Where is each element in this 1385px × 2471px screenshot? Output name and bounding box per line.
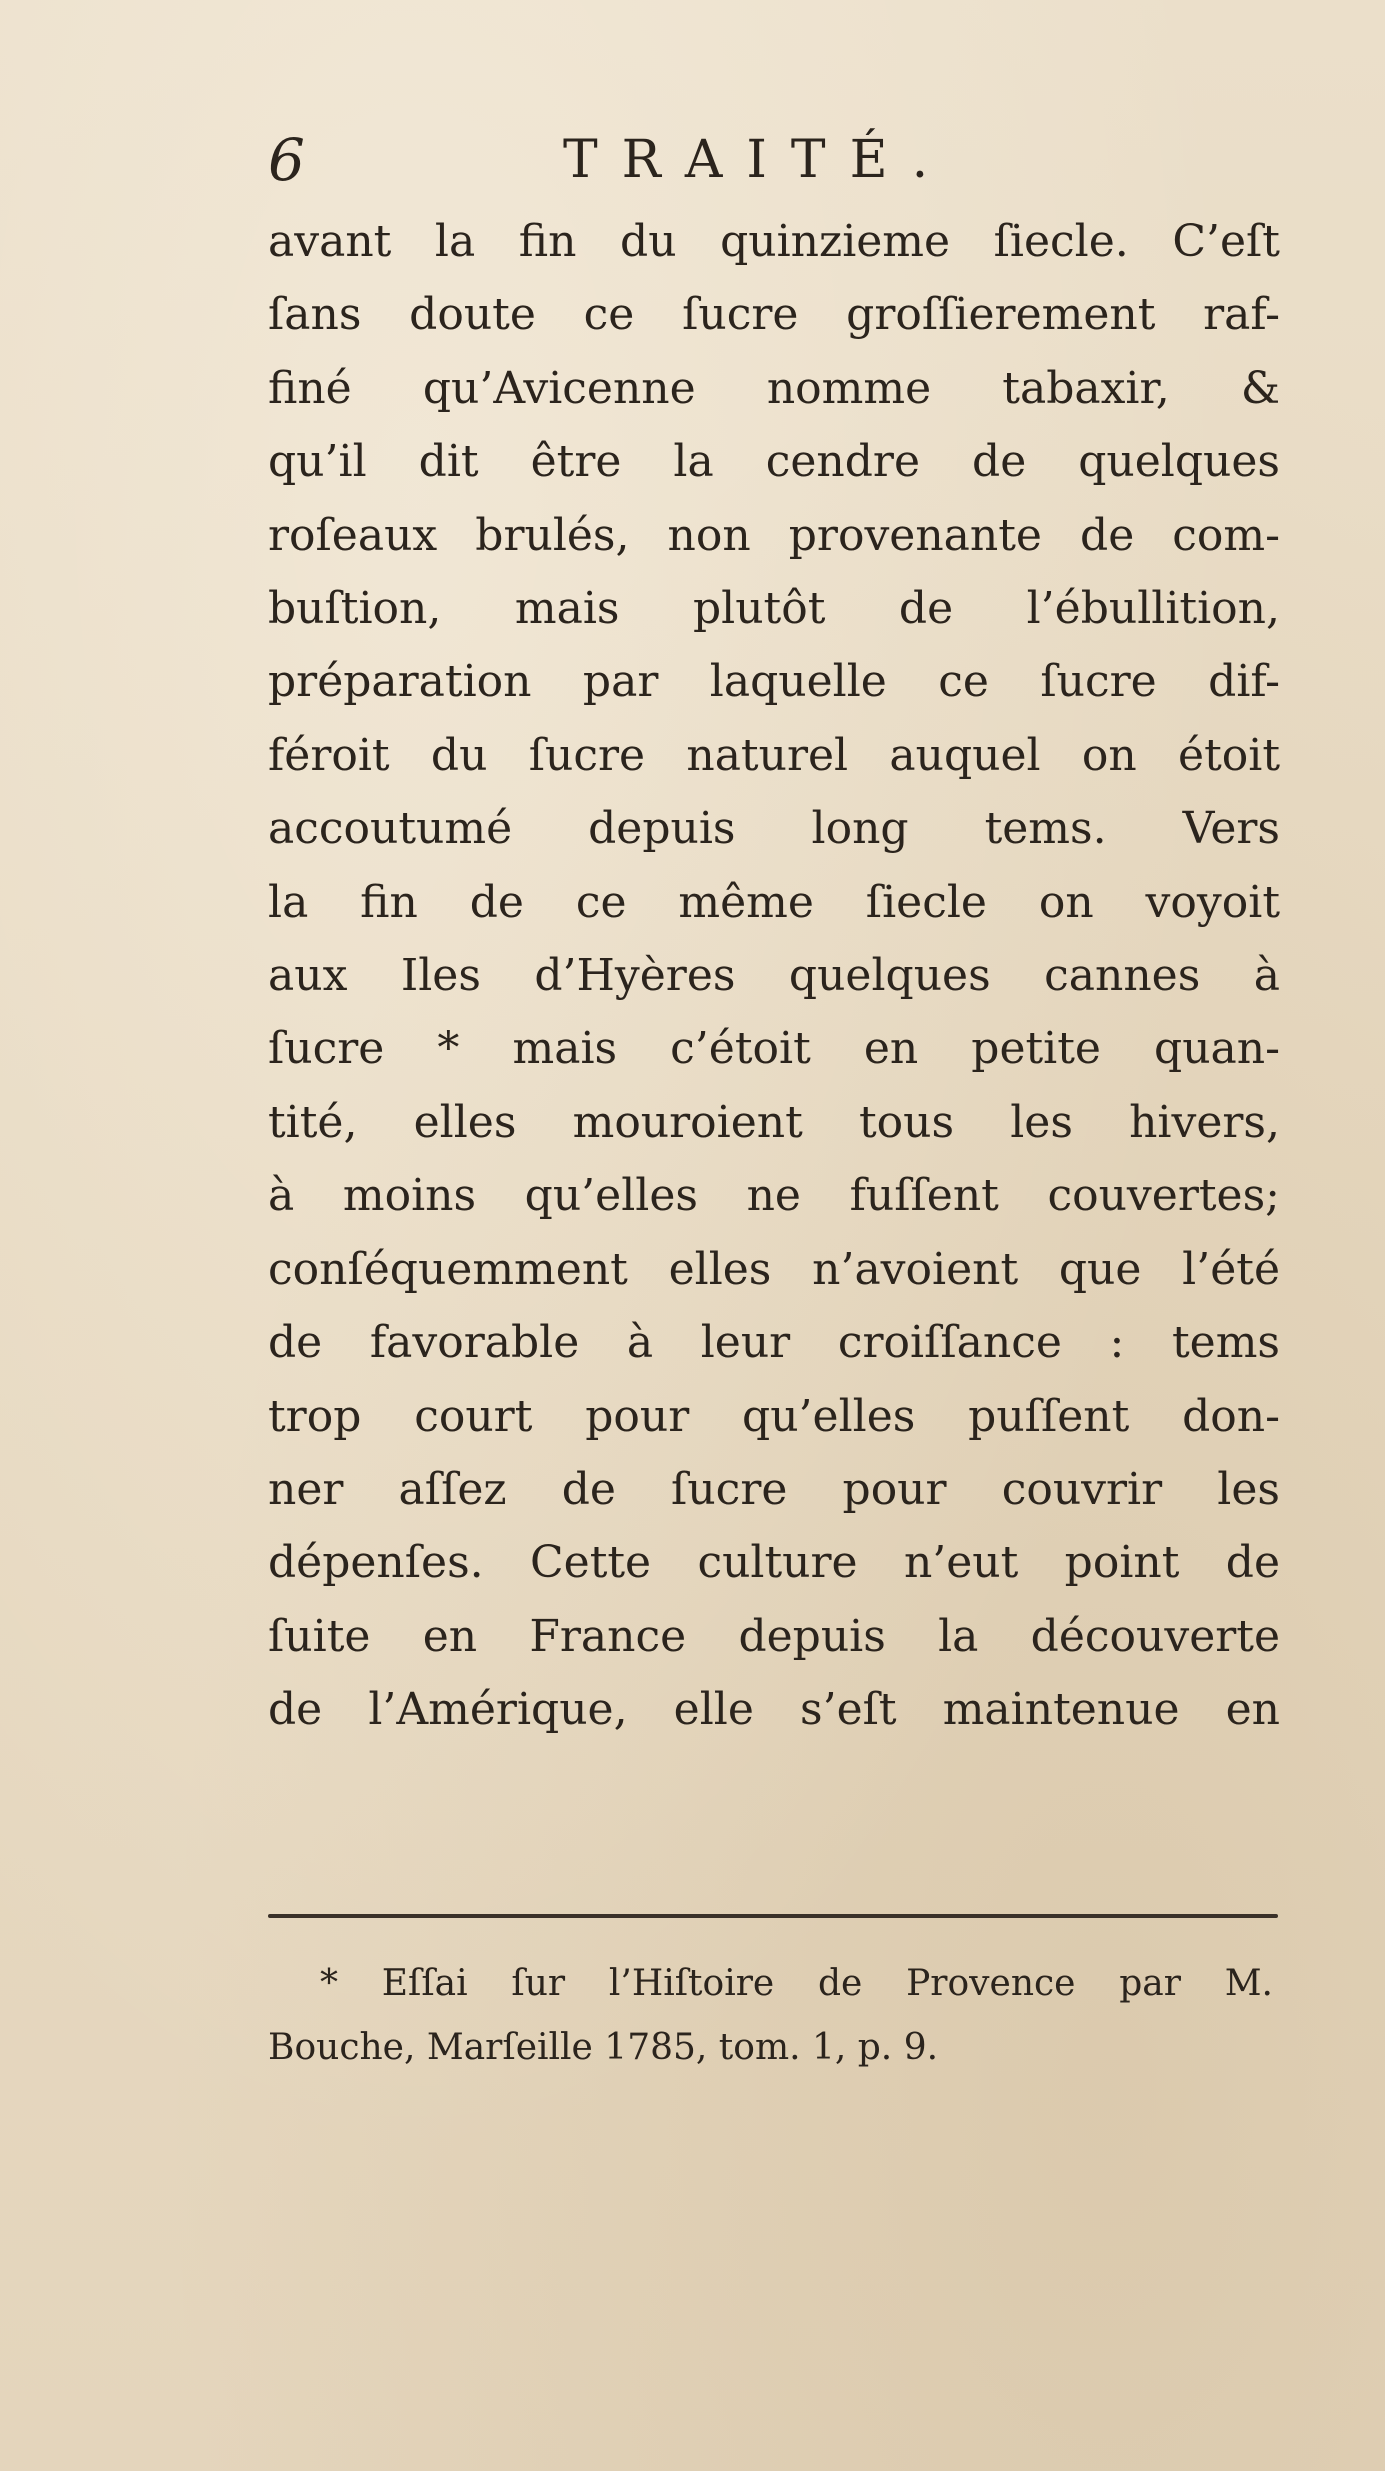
text-line: accoutumé depuis long tems. Vers [268,803,1280,855]
text-line: la fin de ce même ſiecle on voyoit [268,876,1280,928]
footnote-divider [268,1914,1278,1918]
text-line: conſéquemment elles n’avoient que l’été [268,1243,1280,1295]
text-line: tité, elles mouroient tous les hivers, [268,1096,1280,1148]
footnote-line: * Eſſai ſur l’Hiſtoire de Provence par M. [320,1963,1273,2004]
body-text [268,205,1280,1747]
text-line: de favorable à leur croiſſance : tems [268,1317,1280,1369]
text-line: avant la fin du quinzieme ſiecle. C’eſt [268,216,1280,267]
text-line: à moins qu’elles ne fuſſent couvertes; [268,1170,1280,1222]
text-line: qu’il dit être la cendre de quelques [268,436,1280,488]
text-line: dépenſes. Cette culture n’eut point de [268,1537,1280,1589]
text-line: ner aſſez de ſucre pour couvrir les [268,1463,1280,1515]
page-number: 6 [268,126,305,194]
text-line: de l’Amérique, elle s’eſt maintenue en [268,1684,1280,1736]
footnote-line: Bouche, Marſeille 1785, tom. 1, p. 9. [268,2027,939,2068]
text-line: buſtion, mais plutôt de l’ébullition, [268,583,1280,635]
text-line: roſeaux brulés, non provenante de com- [268,509,1280,561]
text-line: féroit du ſucre naturel auquel on étoit [268,729,1280,781]
text-line: ſucre * mais c’étoit en petite quan- [268,1023,1280,1075]
page-header [258,120,1058,200]
text-line: ſans doute ce ſucre groſſierement raf- [268,289,1280,341]
footnote [268,1952,1273,2080]
running-head: TRAITÉ. [563,130,953,190]
text-line: finé qu’Avicenne nomme tabaxir, & [268,362,1280,414]
text-line: trop court pour qu’elles puſſent don- [268,1390,1280,1442]
text-line: préparation par laquelle ce ſucre dif- [268,656,1280,708]
text-line: aux Iles d’Hyères quelques cannes à [268,950,1280,1002]
text-line: ſuite en France depuis la découverte [268,1610,1280,1662]
